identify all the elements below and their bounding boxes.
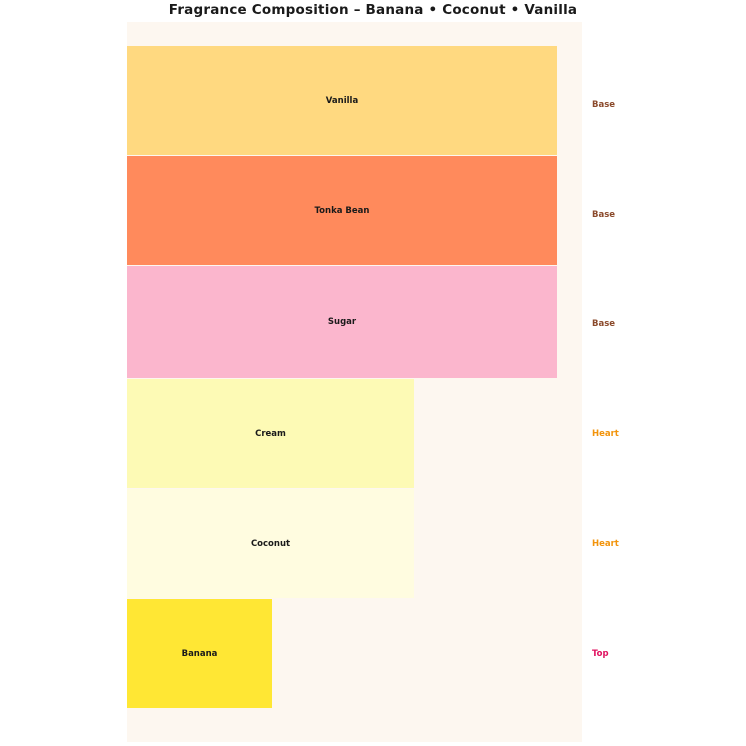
tier-annotation: Base bbox=[592, 100, 616, 110]
bar-row bbox=[127, 156, 582, 265]
bar-tonka-bean[interactable] bbox=[127, 156, 557, 265]
tier-annotation: Heart bbox=[592, 539, 619, 549]
bar-label: Vanilla bbox=[325, 95, 359, 106]
bar-row bbox=[127, 599, 582, 708]
tier-annotation: Base bbox=[592, 319, 616, 329]
bar-label: Coconut bbox=[250, 538, 291, 549]
chart-title: Fragrance Composition – Banana • Coconut • Vanilla bbox=[168, 2, 578, 18]
bar-banana[interactable] bbox=[127, 599, 272, 708]
tier-annotation: Base bbox=[592, 210, 616, 220]
bar-label: Cream bbox=[255, 428, 286, 439]
bar-label: Tonka Bean bbox=[314, 205, 370, 216]
bar-label: Sugar bbox=[327, 317, 357, 327]
bar-label: Banana bbox=[181, 648, 218, 659]
bar-vanilla[interactable] bbox=[127, 46, 557, 155]
bar-sugar[interactable] bbox=[127, 266, 557, 378]
bar-row bbox=[127, 489, 582, 598]
bar-coconut[interactable] bbox=[127, 489, 414, 598]
tier-annotation: Heart bbox=[592, 429, 619, 439]
bar-row bbox=[127, 379, 582, 488]
bar-cream[interactable] bbox=[127, 379, 414, 488]
bar-row bbox=[127, 266, 582, 378]
bar-row bbox=[127, 46, 582, 155]
tier-annotation: Top bbox=[592, 649, 609, 659]
